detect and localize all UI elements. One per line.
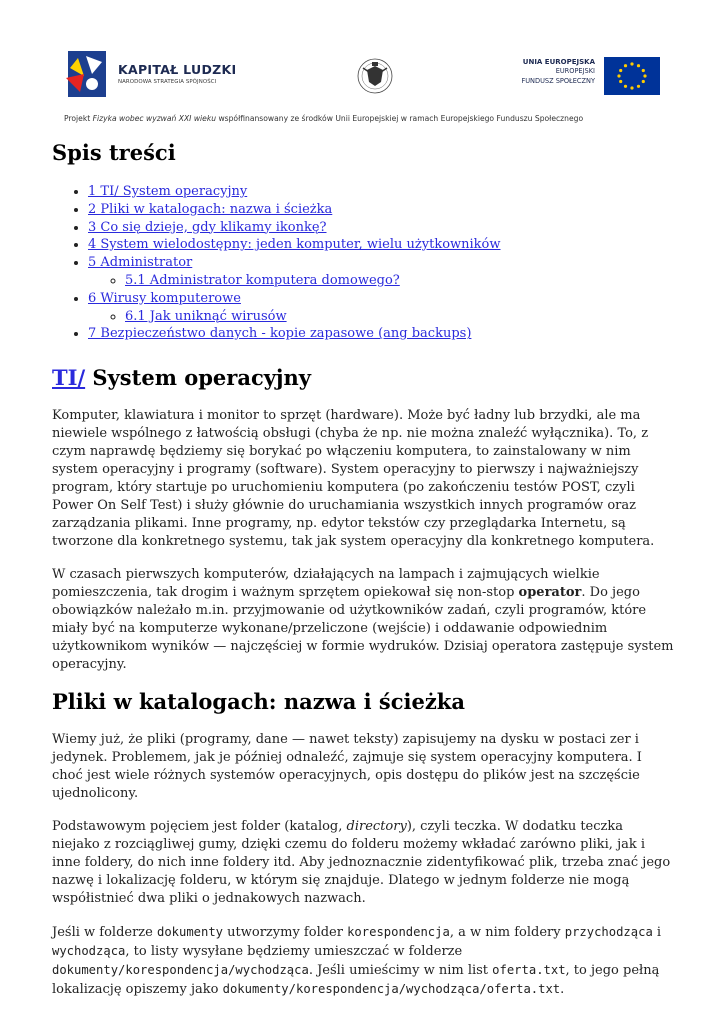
project-name: Fizyka wobec wyzwań XXI wieku: [92, 114, 217, 123]
paragraph: [52, 566, 674, 674]
toc-link-3[interactable]: 3 Co się dzieje, gdy klikamy ikonkę?: [88, 219, 327, 235]
toc-link-6[interactable]: 6 Wirusy komputerowe: [88, 290, 241, 306]
text-span: . Do jego obowiązków należało m.in. przyjmowanie od użytkowników zadań, czyli programów, które miały być na komputerze wykonane/przeliczone (wejście) i oddawanie odpowiednim użytkownikom wyników — najczęściej w formie wydruków. Dzisiaj operatora zastępuje system operacyjny.: [52, 585, 674, 673]
text-span: , to jego pełną lokalizację opiszemy jako: [52, 963, 660, 998]
code-span: dokumenty/korespondencja/wychodząca/oferta.txt: [222, 982, 561, 997]
kapital-ludzki-emblem-icon: [62, 48, 112, 100]
code-span: dokumenty: [156, 925, 224, 940]
toc-link-5[interactable]: 5 Administrator: [88, 255, 193, 271]
paragraph: [52, 923, 674, 999]
university-seal-icon: [355, 52, 395, 102]
eu-text-block: [521, 58, 595, 86]
eu-title: UNIA EUROPEJSKA: [522, 58, 595, 66]
text-span: .: [560, 982, 565, 998]
toc-item: [88, 201, 674, 219]
text-span: i: [652, 925, 662, 941]
toc-item: [125, 308, 674, 326]
toc-item: [88, 325, 674, 343]
toc-item: [88, 236, 674, 254]
section-1-title: System operacyjny: [85, 365, 311, 391]
bold-term: operator: [518, 585, 582, 601]
eu-flag-icon: [604, 57, 660, 95]
text-span: utworzymy folder: [223, 925, 348, 941]
toc-item: [125, 272, 674, 290]
kapital-ludzki-title: KAPITAŁ LUDZKI: [118, 62, 237, 77]
toc-link-7[interactable]: 7 Bezpieczeństwo danych - kopie zapasowe (ang backups): [88, 326, 472, 342]
document-content: [52, 136, 674, 1014]
toc-item: [88, 290, 674, 326]
table-of-contents: [52, 183, 674, 343]
toc-item: [88, 183, 674, 201]
project-suffix: współfinansowany ze środków Unii Europejskiej w ramach Europejskiego Funduszu Społecznego: [216, 114, 584, 123]
section-heading-1: [52, 365, 674, 390]
paragraph: [52, 818, 674, 908]
section-heading-2: Pliki w katalogach: nazwa i ścieżka: [52, 689, 465, 715]
kapital-ludzki-logo: [62, 48, 252, 100]
code-span: oferta.txt: [492, 963, 566, 978]
toc-link-5-1[interactable]: 5.1 Administrator komputera domowego?: [125, 272, 400, 288]
toc-item: [88, 219, 674, 237]
project-prefix: Projekt: [64, 114, 93, 123]
text-span: , a w nim foldery: [449, 925, 565, 941]
toc-link-1[interactable]: 1 TI/ System operacyjny: [88, 184, 248, 199]
eu-line-2: EUROPEJSKI: [555, 67, 595, 75]
code-span: dokumenty/korespondencja/wychodząca: [52, 963, 309, 978]
page-header: [0, 0, 725, 132]
project-funding-line: [64, 114, 704, 123]
text-span: Jeśli w folderze: [52, 925, 157, 941]
italic-term: directory: [346, 819, 407, 835]
text-span: . Jeśli umieścimy w nim list: [308, 963, 493, 979]
toc-link-4[interactable]: 4 System wielodostępny: jeden komputer, wielu użytkowników: [88, 237, 501, 253]
toc-title: Spis treści: [52, 140, 176, 165]
text-span: W czasach pierwszych komputerów, działających na lampach i zajmujących wielkie pomieszczenia, tak drogim i ważnym sprzętem opiekował się non-stop: [52, 567, 600, 601]
kapital-ludzki-subtitle: NARODOWA STRATEGIA SPÓJNOŚCI: [118, 79, 217, 85]
toc-link-2[interactable]: 2 Pliki w katalogach: nazwa i ścieżka: [88, 201, 333, 217]
section-1-link[interactable]: TI/: [52, 365, 86, 391]
text-span: ), czyli teczka. W dodatku teczka niejako z rozciągliwej gumy, dzięki czemu do folderu możemy wkładać zarówno pliki, jak i inne foldery, do nich inne foldery itd. Aby jednoznacznie zidentyfikować plik, trzeba znać jego nazwę i lokalizację folderu, w którym się znajduje. Dlatego w jednym folderze nie mogą współistnieć dwa pliki o jednakowych nazwach.: [52, 819, 671, 907]
toc-sublist: [88, 272, 674, 290]
paragraph: Wiemy już, że pliki (programy, dane — nawet teksty) zapisujemy na dysku w postaci zer i jedynek. Problemem, jak je później odnaleźć, zajmuje się system operacyjny komputera. I choć jest wiele różnych systemów operacyjnych, opis dostępu do plików jest na szczęście ujednolicony.: [52, 732, 642, 802]
text-span: Podstawowym pojęciem jest folder (katalog,: [52, 819, 347, 835]
eu-line-3: FUNDUSZ SPOŁECZNY: [521, 77, 595, 85]
code-span: wychodząca: [52, 944, 126, 959]
text-span: , to listy wysyłane będziemy umieszczać w folderze: [125, 944, 463, 960]
toc-link-6-1[interactable]: 6.1 Jak uniknąć wirusów: [125, 308, 287, 324]
code-span: przychodząca: [564, 925, 653, 940]
toc-sublist: [88, 308, 674, 326]
toc-item: [88, 254, 674, 290]
code-span: korespondencja: [347, 925, 450, 940]
paragraph: Komputer, klawiatura i monitor to sprzęt (hardware). Może być ładny lub brzydki, ale ma niewiele wspólnego z łatwością obsługi (chyba że np. nie można znaleźć wyłącznika). To, z czym naprawdę będziemy się borykać po włączeniu komputera, to zainstalowany w nim system operacyjny i programy (software). System operacyjny to pierwszy i najważniejszy program, który startuje po uruchomieniu komputera (po zakończeniu testów POST, czyli Power On Self Test) i służy głównie do uruchamiania wszystkich innych programów oraz zarządzania plikami. Inne programy, np. edytor tekstów czy przeglądarka Internetu, są tworzone dla konkretnego systemu, tak jak system operacyjny dla konkretnego komputera.: [52, 408, 655, 550]
